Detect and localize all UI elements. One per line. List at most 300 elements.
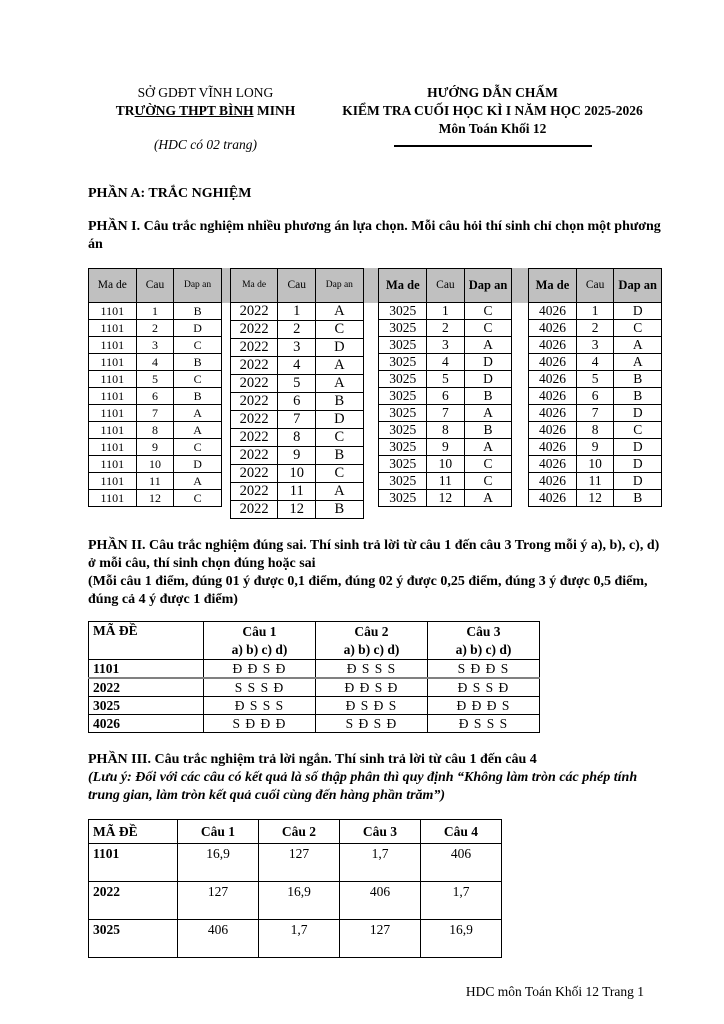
part3-cell-cau1: 406 <box>178 920 259 958</box>
cell-ma-de: 1101 <box>89 337 137 354</box>
section-a-title: PHẦN A: TRẮC NGHIỆM <box>88 186 252 201</box>
cell-question-number: 11 <box>278 483 316 501</box>
part2-cau1-label: Câu 1 <box>242 624 277 639</box>
part1-header-row <box>230 269 363 303</box>
part3-cell-ma-de: 2022 <box>89 882 178 920</box>
cell-ma-de: 3025 <box>379 490 427 507</box>
part3-cell-cau4: 1,7 <box>421 882 502 920</box>
answer-row <box>230 321 363 339</box>
cell-ma-de: 4026 <box>529 388 577 405</box>
cell-question-number: 1 <box>278 303 316 321</box>
cell-question-number: 3 <box>136 337 174 354</box>
part2-row-1101 <box>89 660 540 679</box>
cell-question-number: 7 <box>278 411 316 429</box>
page-footer: HDC môn Toán Khối 12 Trang 1 <box>465 984 644 999</box>
part2-cau2-label: Câu 2 <box>354 624 389 639</box>
cell-answer: C <box>174 337 222 354</box>
part1-table-body-4026 <box>529 303 662 507</box>
cell-question-number: 1 <box>427 303 465 320</box>
cell-question-number: 5 <box>136 371 174 388</box>
cell-question-number: 6 <box>576 388 614 405</box>
department-name: SỞ GDĐT VĨNH LONG <box>137 85 274 100</box>
cell-ma-de: 3025 <box>379 473 427 490</box>
document-title: HƯỚNG DẪN CHẤM <box>427 85 558 100</box>
answer-row <box>89 320 222 337</box>
cell-ma-de: 4026 <box>529 337 577 354</box>
part2-cell-ma-de: 4026 <box>89 715 204 733</box>
cell-ma-de: 2022 <box>230 483 278 501</box>
cell-answer: D <box>316 411 363 429</box>
answer-row <box>230 429 363 447</box>
cell-question-number: 4 <box>278 357 316 375</box>
cell-question-number: 2 <box>278 321 316 339</box>
cell-question-number: 4 <box>576 354 614 371</box>
part3-heading: PHẦN III. Câu trắc nghiệm trả lời ngắn. Thí sinh trả lời từ câu 1 đến câu 4 <box>88 752 537 767</box>
part3-cell-cau1: 127 <box>178 882 259 920</box>
col-header-ma-de: Ma de <box>89 269 137 303</box>
cell-answer: C <box>464 473 512 490</box>
cell-ma-de: 1101 <box>89 473 137 490</box>
cell-question-number: 5 <box>576 371 614 388</box>
cell-answer: C <box>464 320 512 337</box>
cell-question-number: 3 <box>278 339 316 357</box>
cell-answer: D <box>316 339 363 357</box>
cell-ma-de: 2022 <box>230 375 278 393</box>
part3-row-2022 <box>89 882 502 920</box>
cell-ma-de: 1101 <box>89 405 137 422</box>
cell-answer: A <box>464 490 512 507</box>
part3-table-body <box>89 844 502 958</box>
part3-cell-cau2: 1,7 <box>259 920 340 958</box>
cell-ma-de: 3025 <box>379 405 427 422</box>
cell-question-number: 5 <box>278 375 316 393</box>
answer-row <box>379 354 512 371</box>
answer-row <box>529 439 662 456</box>
cell-question-number: 2 <box>136 320 174 337</box>
cell-ma-de: 2022 <box>230 303 278 321</box>
col-header-ma-de: Ma de <box>230 269 278 303</box>
answer-row <box>230 393 363 411</box>
col-header-ma-de: Ma de <box>379 269 427 303</box>
cell-question-number: 5 <box>427 371 465 388</box>
part1-answer-table-3025 <box>378 268 512 507</box>
cell-answer: C <box>174 490 222 507</box>
cell-question-number: 12 <box>427 490 465 507</box>
cell-question-number: 9 <box>278 447 316 465</box>
answer-row <box>230 303 363 321</box>
answer-row <box>379 337 512 354</box>
part2-cau3-subheader: a) b) c) d) <box>455 642 512 657</box>
cell-ma-de: 3025 <box>379 388 427 405</box>
cell-answer: B <box>316 501 363 519</box>
part2-cell-cau3: Đ Đ Đ S <box>428 697 540 715</box>
answer-row <box>529 337 662 354</box>
part2-scoring-note: (Mỗi câu 1 điểm, đúng 01 ý được 0,1 điểm, đúng 02 ý được 0,25 điểm, đúng 3 ý được 0,5 điểm, đúng cả 4 ý được 1 điểm) <box>88 574 648 607</box>
part2-true-false-table <box>88 621 540 733</box>
cell-question-number: 9 <box>427 439 465 456</box>
cell-ma-de: 1101 <box>89 354 137 371</box>
part2-cau1-subheader: a) b) c) d) <box>231 642 288 657</box>
part3-cell-cau4: 406 <box>421 844 502 882</box>
part2-row-2022 <box>89 678 540 697</box>
part1-header-row <box>379 269 512 303</box>
cell-answer: D <box>614 303 662 320</box>
part3-row-3025 <box>89 920 502 958</box>
cell-ma-de: 4026 <box>529 473 577 490</box>
cell-ma-de: 1101 <box>89 320 137 337</box>
cell-ma-de: 1101 <box>89 371 137 388</box>
answer-row <box>89 354 222 371</box>
col-header-dap-an: Dap an <box>174 269 222 303</box>
cell-question-number: 9 <box>576 439 614 456</box>
exam-title: KIỂM TRA CUỐI HỌC KÌ I NĂM HỌC 2025-2026 <box>342 103 643 118</box>
cell-answer: A <box>174 422 222 439</box>
part1-table-body-2022 <box>230 303 363 519</box>
cell-answer: C <box>174 371 222 388</box>
cell-question-number: 10 <box>278 465 316 483</box>
cell-ma-de: 3025 <box>379 422 427 439</box>
answer-row <box>529 320 662 337</box>
cell-question-number: 1 <box>136 303 174 320</box>
part1-table-head-1101 <box>89 269 222 303</box>
cell-ma-de: 3025 <box>379 439 427 456</box>
table-gap-header-shade <box>512 268 528 303</box>
answer-row <box>529 456 662 473</box>
cell-answer: A <box>614 354 662 371</box>
cell-ma-de: 2022 <box>230 393 278 411</box>
cell-answer: A <box>316 303 363 321</box>
cell-ma-de: 4026 <box>529 439 577 456</box>
cell-answer: A <box>316 375 363 393</box>
part1-table-head-3025 <box>379 269 512 303</box>
part3-cell-cau1: 16,9 <box>178 844 259 882</box>
cell-question-number: 7 <box>427 405 465 422</box>
subject-title: Môn Toán Khối 12 <box>438 121 547 136</box>
answer-row <box>529 490 662 507</box>
answer-row <box>89 303 222 320</box>
title-underline-rule <box>394 145 592 147</box>
part1-heading: PHẦN I. Câu trắc nghiệm nhiều phương án lựa chọn. Mỗi câu hỏi thí sinh chỉ chọn một phương án <box>88 219 661 252</box>
cell-answer: B <box>614 388 662 405</box>
answer-row <box>89 456 222 473</box>
cell-answer: B <box>174 354 222 371</box>
cell-answer: D <box>614 456 662 473</box>
cell-question-number: 11 <box>136 473 174 490</box>
cell-question-number: 2 <box>576 320 614 337</box>
cell-answer: B <box>316 393 363 411</box>
cell-ma-de: 2022 <box>230 339 278 357</box>
cell-question-number: 9 <box>136 439 174 456</box>
answer-row <box>230 447 363 465</box>
cell-answer: A <box>614 337 662 354</box>
part2-cell-cau3: S Đ Đ S <box>428 660 540 679</box>
cell-ma-de: 3025 <box>379 354 427 371</box>
answer-row <box>529 422 662 439</box>
part3-cell-cau3: 1,7 <box>340 844 421 882</box>
part3-col-header-cau1: Câu 1 <box>178 820 259 844</box>
answer-row <box>379 422 512 439</box>
part1-table-body-1101 <box>89 303 222 507</box>
cell-answer: B <box>464 422 512 439</box>
answer-row <box>529 473 662 490</box>
part2-cell-cau1: S S S Đ <box>204 678 316 697</box>
cell-answer: B <box>316 447 363 465</box>
part2-cell-cau1: Đ S S S <box>204 697 316 715</box>
cell-question-number: 4 <box>136 354 174 371</box>
part3-cell-cau2: 16,9 <box>259 882 340 920</box>
part2-row-4026 <box>89 715 540 733</box>
part1-answer-table-2022 <box>230 268 364 519</box>
cell-ma-de: 1101 <box>89 456 137 473</box>
col-header-dap-an: Dap an <box>614 269 662 303</box>
cell-answer: C <box>464 456 512 473</box>
answer-row <box>230 483 363 501</box>
answer-row <box>379 490 512 507</box>
cell-question-number: 10 <box>576 456 614 473</box>
cell-answer: D <box>174 320 222 337</box>
answer-row <box>89 337 222 354</box>
cell-question-number: 8 <box>136 422 174 439</box>
cell-question-number: 7 <box>136 405 174 422</box>
answer-row <box>379 388 512 405</box>
col-header-dap-an: Dap an <box>464 269 512 303</box>
cell-ma-de: 2022 <box>230 411 278 429</box>
part2-cell-cau2: Đ S Đ S <box>316 697 428 715</box>
answer-row <box>379 405 512 422</box>
answer-row <box>89 388 222 405</box>
part2-row-3025 <box>89 697 540 715</box>
part3-col-header-cau2: Câu 2 <box>259 820 340 844</box>
answer-row <box>529 354 662 371</box>
cell-ma-de: 1101 <box>89 303 137 320</box>
cell-answer: C <box>614 320 662 337</box>
cell-question-number: 12 <box>136 490 174 507</box>
cell-answer: D <box>464 354 512 371</box>
document-header <box>88 84 662 154</box>
cell-question-number: 4 <box>427 354 465 371</box>
cell-question-number: 6 <box>278 393 316 411</box>
cell-ma-de: 4026 <box>529 320 577 337</box>
part3-cell-ma-de: 1101 <box>89 844 178 882</box>
cell-answer: C <box>464 303 512 320</box>
part2-cell-ma-de: 3025 <box>89 697 204 715</box>
col-header-cau: Cau <box>278 269 316 303</box>
part2-cell-cau2: Đ S S S <box>316 660 428 679</box>
part3-cell-cau4: 16,9 <box>421 920 502 958</box>
cell-ma-de: 4026 <box>529 405 577 422</box>
answer-row <box>230 339 363 357</box>
answer-row <box>230 357 363 375</box>
col-header-cau: Cau <box>136 269 174 303</box>
col-header-dap-an: Dap an <box>316 269 363 303</box>
cell-answer: C <box>174 439 222 456</box>
table-gap <box>222 268 230 519</box>
part3-col-header-ma-de: MÃ ĐỀ <box>89 820 178 844</box>
cell-ma-de: 4026 <box>529 422 577 439</box>
answer-row <box>379 320 512 337</box>
cell-answer: B <box>614 371 662 388</box>
part3-cell-ma-de: 3025 <box>89 920 178 958</box>
col-header-cau: Cau <box>576 269 614 303</box>
cell-ma-de: 4026 <box>529 490 577 507</box>
answer-row <box>379 303 512 320</box>
answer-row <box>230 375 363 393</box>
part2-col-header-cau1 <box>204 622 316 660</box>
answer-row <box>230 411 363 429</box>
table-gap <box>364 268 379 519</box>
cell-answer: A <box>464 405 512 422</box>
cell-ma-de: 2022 <box>230 357 278 375</box>
part3-rounding-note: (Lưu ý: Đối với các câu có kết quả là số thập phân thì quy định “Không làm tròn các phép tính trung gian, làm tròn kết quả cuối cùng đến hàng phần trăm”) <box>88 770 638 803</box>
answer-row <box>379 473 512 490</box>
part2-cell-ma-de: 1101 <box>89 660 204 679</box>
header-left-block <box>88 84 323 154</box>
part2-cell-cau3: Đ S S S <box>428 715 540 733</box>
cell-answer: B <box>614 490 662 507</box>
col-header-cau: Cau <box>427 269 465 303</box>
cell-question-number: 6 <box>136 388 174 405</box>
school-name-underlined: ƯỜNG THPT BÌNH <box>134 103 254 118</box>
part1-table-head-4026 <box>529 269 662 303</box>
answer-row <box>529 303 662 320</box>
table-gap-header-shade <box>222 268 230 303</box>
cell-question-number: 12 <box>576 490 614 507</box>
cell-question-number: 8 <box>427 422 465 439</box>
school-name <box>88 102 323 120</box>
cell-ma-de: 2022 <box>230 447 278 465</box>
answer-row <box>379 456 512 473</box>
answer-row <box>529 388 662 405</box>
cell-question-number: 8 <box>278 429 316 447</box>
part1-header-row <box>529 269 662 303</box>
cell-question-number: 12 <box>278 501 316 519</box>
cell-ma-de: 4026 <box>529 456 577 473</box>
cell-answer: A <box>316 357 363 375</box>
cell-answer: D <box>614 405 662 422</box>
part2-cau3-label: Câu 3 <box>466 624 501 639</box>
part2-col-header-cau3 <box>428 622 540 660</box>
table-gap-header-shade <box>364 268 379 303</box>
cell-question-number: 8 <box>576 422 614 439</box>
cell-ma-de: 3025 <box>379 371 427 388</box>
cell-question-number: 11 <box>427 473 465 490</box>
part2-cell-cau1: Đ Đ S Đ <box>204 660 316 679</box>
part2-cell-cau3: Đ S S Đ <box>428 678 540 697</box>
cell-question-number: 2 <box>427 320 465 337</box>
cell-question-number: 3 <box>576 337 614 354</box>
part2-col-header-cau2 <box>316 622 428 660</box>
cell-answer: A <box>464 439 512 456</box>
part3-short-answer-table <box>88 819 502 958</box>
cell-ma-de: 2022 <box>230 465 278 483</box>
cell-answer: B <box>464 388 512 405</box>
cell-answer: C <box>316 429 363 447</box>
cell-ma-de: 1101 <box>89 388 137 405</box>
answer-row <box>89 405 222 422</box>
part1-table-body-3025 <box>379 303 512 507</box>
cell-question-number: 1 <box>576 303 614 320</box>
cell-answer: C <box>316 465 363 483</box>
answer-row <box>379 439 512 456</box>
answer-row <box>89 371 222 388</box>
col-header-ma-de: Ma de <box>529 269 577 303</box>
answer-row <box>89 473 222 490</box>
part2-heading: PHẦN II. Câu trắc nghiệm đúng sai. Thí sinh trả lời từ câu 1 đến câu 3 Trong mỗi ý a), b), c), d) ở mỗi câu, thí sinh chọn đúng hoặc sai <box>88 538 660 571</box>
part3-cell-cau2: 127 <box>259 844 340 882</box>
cell-question-number: 10 <box>136 456 174 473</box>
table-gap <box>512 268 528 519</box>
part3-cell-cau3: 406 <box>340 882 421 920</box>
cell-ma-de: 2022 <box>230 501 278 519</box>
part3-cell-cau3: 127 <box>340 920 421 958</box>
cell-answer: A <box>316 483 363 501</box>
answer-row <box>89 422 222 439</box>
answer-row <box>230 501 363 519</box>
cell-answer: C <box>316 321 363 339</box>
cell-question-number: 6 <box>427 388 465 405</box>
answer-row <box>230 465 363 483</box>
page-count-note: (HDC có 02 trang) <box>153 137 258 152</box>
part1-answer-table-1101 <box>88 268 222 507</box>
part1-table-head-2022 <box>230 269 363 303</box>
cell-question-number: 3 <box>427 337 465 354</box>
cell-answer: A <box>174 405 222 422</box>
cell-question-number: 11 <box>576 473 614 490</box>
part2-cell-ma-de: 2022 <box>89 678 204 697</box>
cell-question-number: 10 <box>427 456 465 473</box>
answer-row <box>529 405 662 422</box>
cell-ma-de: 1101 <box>89 422 137 439</box>
answer-row <box>89 439 222 456</box>
part2-col-header-ma-de: MÃ ĐỀ <box>89 622 204 660</box>
part2-cau2-subheader: a) b) c) d) <box>343 642 400 657</box>
cell-ma-de: 4026 <box>529 354 577 371</box>
cell-answer: D <box>464 371 512 388</box>
cell-answer: B <box>174 388 222 405</box>
cell-answer: A <box>174 473 222 490</box>
school-name-pre: TR <box>115 103 135 118</box>
part1-tables <box>88 268 662 519</box>
part3-row-1101 <box>89 844 502 882</box>
cell-ma-de: 3025 <box>379 320 427 337</box>
part2-table-head <box>89 622 540 660</box>
cell-question-number: 7 <box>576 405 614 422</box>
cell-ma-de: 4026 <box>529 371 577 388</box>
cell-answer: D <box>614 473 662 490</box>
part3-table-head <box>89 820 502 844</box>
school-name-post: MINH <box>253 103 296 118</box>
cell-answer: C <box>614 422 662 439</box>
part2-cell-cau2: S Đ S Đ <box>316 715 428 733</box>
cell-answer: D <box>614 439 662 456</box>
cell-ma-de: 1101 <box>89 490 137 507</box>
cell-answer: B <box>174 303 222 320</box>
part2-cell-cau1: S Đ Đ Đ <box>204 715 316 733</box>
part2-table-body <box>89 660 540 733</box>
header-right-block <box>323 84 662 154</box>
part1-header-row <box>89 269 222 303</box>
cell-ma-de: 2022 <box>230 321 278 339</box>
answer-row <box>89 490 222 507</box>
cell-ma-de: 3025 <box>379 456 427 473</box>
part2-cell-cau2: Đ Đ S Đ <box>316 678 428 697</box>
cell-ma-de: 4026 <box>529 303 577 320</box>
part3-col-header-cau3: Câu 3 <box>340 820 421 844</box>
answer-row <box>379 371 512 388</box>
cell-answer: A <box>464 337 512 354</box>
answer-row <box>529 371 662 388</box>
cell-answer: D <box>174 456 222 473</box>
